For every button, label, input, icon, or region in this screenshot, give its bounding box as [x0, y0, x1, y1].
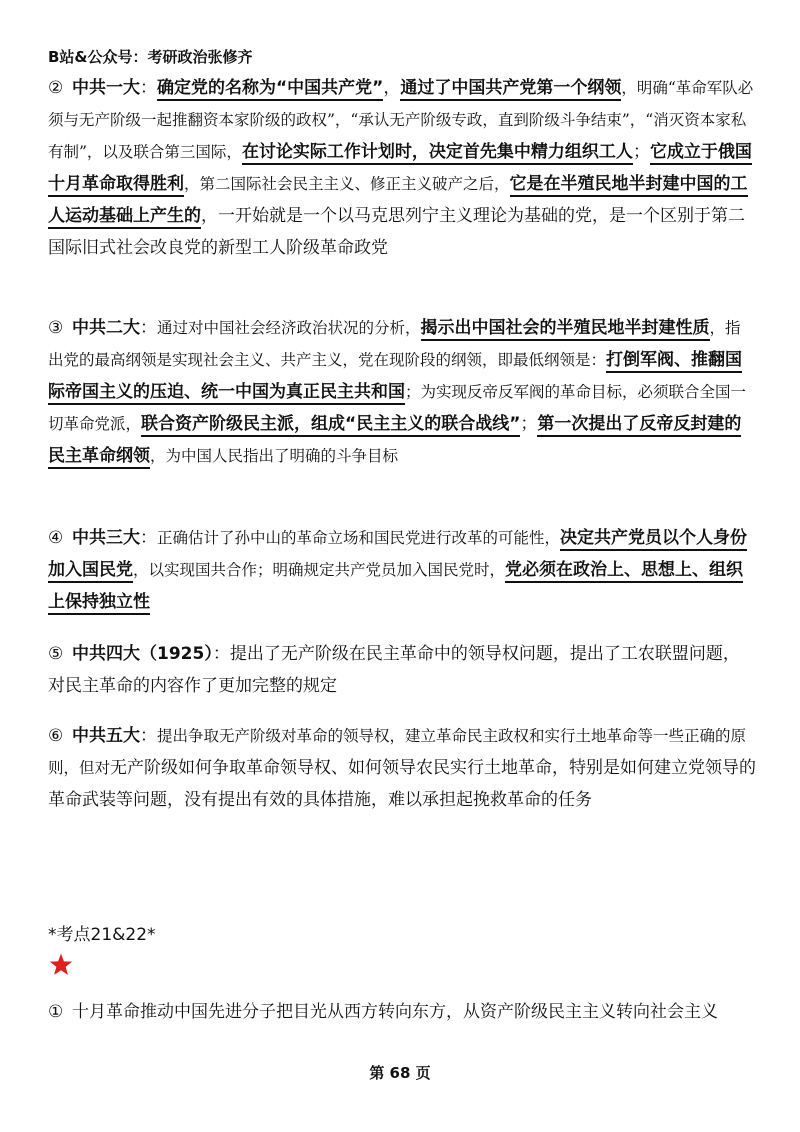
congress-title: 中共二大 — [72, 318, 140, 338]
body-text: ，一开始就是一个以马克思列宁主义理论为基础的党，是一个区别于第二国际旧式社会改良党的新型工人阶级革命政党 — [48, 206, 745, 258]
key-phrase-underlined: 决定共产党员以个人身份加入国民党 — [48, 528, 747, 583]
section-congress-1 — [48, 72, 756, 264]
title-colon: ： — [212, 644, 230, 664]
body-text: ，明确“革命军队必须与无产阶级一起推翻资本家阶级的政权”，“承认无产阶级专政，直到阶级斗争结束”，“消灭资本家私有制”，以及联合第三国际， — [48, 79, 754, 161]
title-colon: ： — [140, 318, 157, 338]
source-header: B站&公众号：考研政治张修齐 — [48, 48, 253, 66]
key-phrase-underlined: 揭示出中国社会的半殖民地半封建性质 — [421, 318, 710, 341]
list-item-1 — [48, 996, 756, 1028]
body-text: 提出争取无产阶级对革命的领导权，建立革命民主政权和实行土地革命等一些正确的原则，但对 — [48, 727, 747, 777]
item-number: ④ — [48, 528, 64, 548]
key-phrase-underlined: 它是在半殖民地半封建中国的工人运动基础上产生的 — [48, 174, 748, 229]
title-colon: ： — [140, 78, 157, 98]
keypoint-label: *考点21&22* — [48, 925, 156, 945]
item-number: ⑥ — [48, 726, 64, 746]
key-phrase-underlined: 确定党的名称为“中国共产党” — [157, 78, 383, 101]
key-phrase-underlined: 党必须在政治上、思想上、组织上保持独立性 — [48, 560, 743, 615]
title-colon: ： — [140, 726, 157, 746]
body-text: ；为实现反帝反军阀的革命目标，必须联合全国一切革命党派， — [48, 383, 747, 433]
key-phrase-underlined: 它成立于俄国十月革命取得胜利 — [48, 142, 752, 197]
body-text: ，第二国际社会民主主义、修正主义破产之后， — [184, 175, 510, 193]
body-text: ，为中国人民指出了明确的斗争目标 — [150, 447, 399, 465]
section-congress-5 — [48, 720, 756, 816]
section-congress-4 — [48, 638, 756, 702]
item-text: 十月革命推动中国先进分子把目光从西方转向东方，从资产阶级民主主义转向社会主义 — [72, 1002, 718, 1022]
title-colon: ： — [140, 528, 157, 548]
red-star-icon — [48, 952, 74, 978]
key-phrase-underlined: 第一次提出了反帝反封建的民主革命纲领 — [48, 414, 741, 469]
congress-title: 中共三大 — [72, 528, 140, 548]
item-number: ① — [48, 1002, 64, 1022]
body-text: ； — [632, 142, 650, 162]
key-phrase-underlined: 通过了中国共产党第一个纲领 — [400, 78, 621, 101]
body-text: 通过对中国社会经济政治状况的分析， — [157, 319, 421, 337]
congress-title: 中共一大 — [72, 78, 140, 98]
key-phrase-underlined: 在讨论实际工作计划时，决定首先集中精力组织工人 — [242, 142, 633, 165]
item-number: ② — [48, 78, 64, 98]
body-text: ，指出党的最高纲领是实现社会主义、共产主义，党在现阶段的纲领，即最低纲领是： — [48, 319, 741, 369]
body-text: ； — [520, 414, 538, 434]
congress-title: 中共五大 — [72, 726, 140, 746]
body-text: 正确估计了孙中山的革命立场和国民党进行改革的可能性， — [157, 529, 561, 547]
body-text: 提出了无产阶级在民主革命中的领导权问题，提出了工农联盟问题，对民主革命的内容作了更加完整的规定 — [48, 644, 740, 696]
body-text: ，以实现国共合作；明确规定共产党员加入国民党时， — [133, 561, 506, 579]
item-number: ⑤ — [48, 644, 64, 664]
section-congress-3 — [48, 522, 756, 618]
body-text: 无产阶级如何争取革命领导权、如何领导农民实行土地革命，特别是如何建立党领导的革命武装等问题，没有提出有效的具体措施，难以承担起挽救革命的任务 — [48, 758, 757, 810]
item-number: ③ — [48, 318, 64, 338]
key-phrase-underlined: 打倒军阀、推翻国际帝国主义的压迫、统一中国为真正民主共和国 — [48, 350, 742, 405]
key-phrase-underlined: 联合资产阶级民主派，组成“民主主义的联合战线” — [141, 414, 520, 437]
page-number: 第 68 页 — [369, 1064, 431, 1082]
congress-title: 中共四大（1925） — [72, 644, 213, 664]
body-text: ， — [383, 78, 401, 98]
section-congress-2 — [48, 312, 756, 472]
